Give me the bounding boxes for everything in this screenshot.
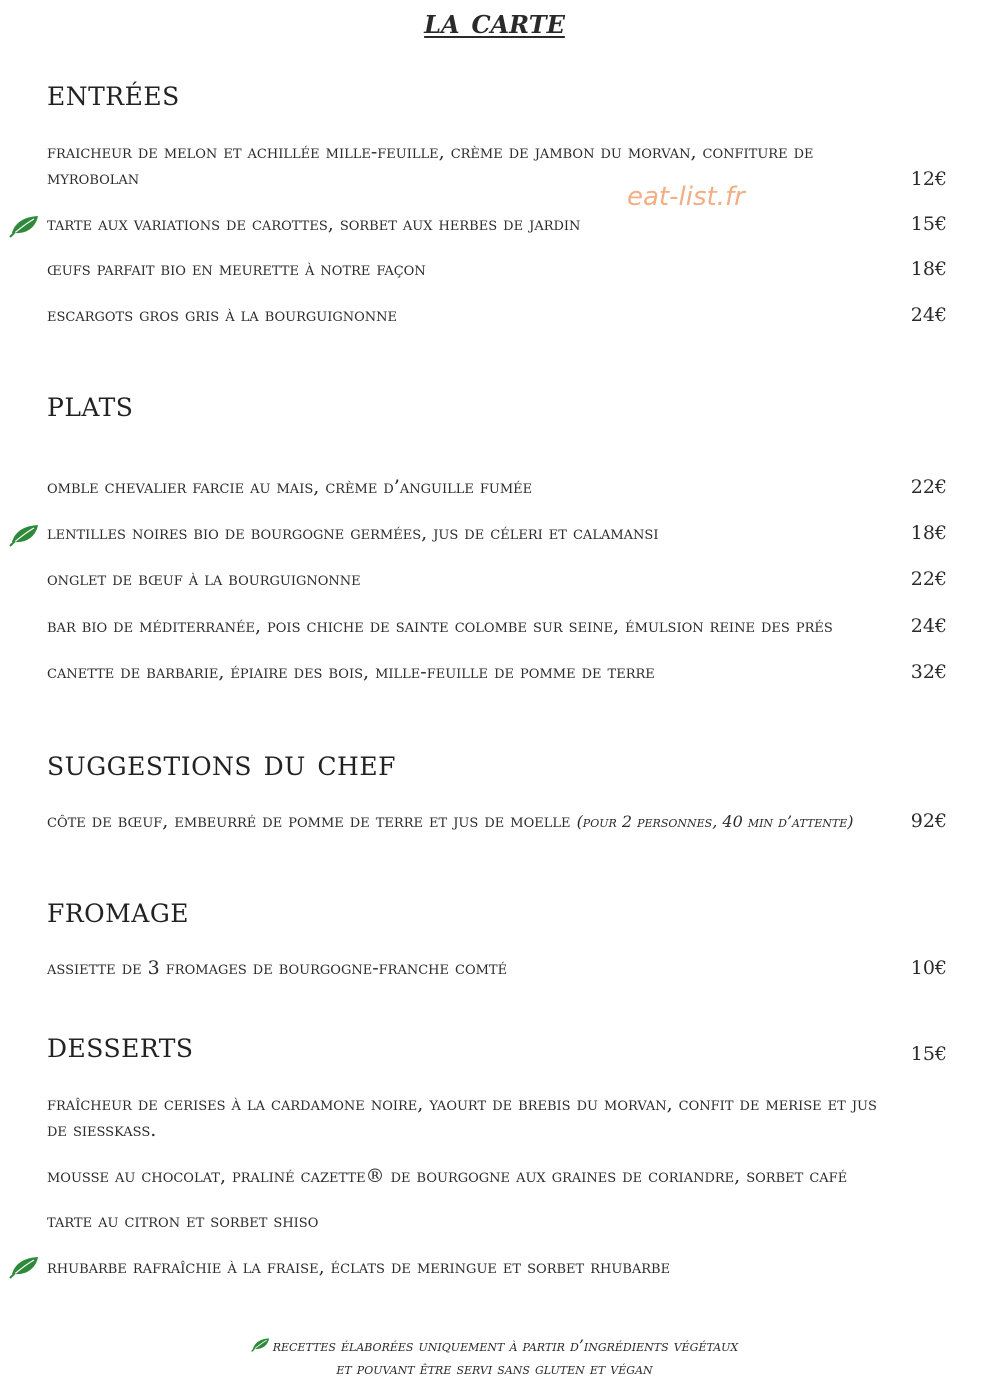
menu-item: mousse au chocolat, praliné cazette® de bourgogne aux graines de coriandre, sorbet café	[47, 1165, 848, 1187]
section-title-suggestions: suggestions du chef	[47, 744, 396, 784]
leaf-icon	[9, 520, 41, 548]
item-price: 32€	[910, 661, 947, 683]
menu-item: fraicheur de melon et achillée mille-feuille, crème de jambon du morvan, confiture de myrobolan	[47, 141, 814, 189]
menu-item: tarte au citron et sorbet shiso	[47, 1210, 319, 1232]
section-price: 15€	[910, 1043, 947, 1065]
section-title-fromage: fromage	[47, 891, 190, 931]
item-name-text: côte de bœuf, embeurré de pomme de terre et jus de moelle	[47, 810, 571, 832]
menu-item: rhubarbe rafraîchie à la fraise, éclats de meringue et sorbet rhubarbe	[47, 1256, 671, 1278]
menu-item: onglet de bœuf à la bourguignonne	[47, 568, 361, 590]
item-price: 22€	[910, 568, 947, 590]
menu-item: œufs parfait bio en meurette à notre façon	[47, 258, 426, 280]
footer-note-line-2: et pouvant être servi sans gluten et végan	[336, 1359, 653, 1378]
item-price: 12€	[910, 168, 947, 190]
item-price: 24€	[910, 615, 947, 637]
item-price: 92€	[910, 810, 947, 832]
leaf-icon	[251, 1335, 271, 1353]
page-title: la carte	[424, 2, 565, 42]
menu-item: omble chevalier farcie au mais, crème d’anguille fumée	[47, 476, 533, 498]
item-price: 24€	[910, 304, 947, 326]
item-price: 15€	[910, 213, 947, 235]
item-price: 18€	[910, 258, 947, 280]
section-title-desserts: desserts	[47, 1026, 194, 1066]
item-note: (pour 2 personnes, 40 min d’attente)	[576, 812, 854, 831]
leaf-icon	[9, 211, 41, 239]
menu-item: lentilles noires bio de bourgogne germées, jus de céleri et calamansi	[47, 522, 659, 544]
menu-item: assiette de 3 fromages de bourgogne-franche comté	[47, 957, 508, 979]
section-title-entrees: entrées	[47, 74, 180, 114]
menu-item: fraîcheur de cerises à la cardamone noire, yaourt de brebis du morvan, confit de merise et jus de siesskass.	[47, 1093, 877, 1141]
menu-item: tarte aux variations de carottes, sorbet aux herbes de jardin	[47, 213, 581, 235]
menu-item: bar bio de méditerranée, pois chiche de sainte colombe sur seine, émulsion reine des prés	[47, 615, 833, 637]
menu-item: escargots gros gris à la bourguignonne	[47, 304, 398, 326]
item-price: 10€	[910, 957, 947, 979]
footer-note	[0, 1335, 989, 1357]
watermark: eat-list.fr	[627, 182, 745, 212]
section-title-plats: plats	[47, 385, 134, 425]
footer-line-1: recettes élaborées uniquement à partir d’ingrédients végétaux	[272, 1336, 739, 1355]
item-price: 22€	[910, 476, 947, 498]
leaf-icon	[9, 1252, 41, 1280]
item-price: 18€	[910, 522, 947, 544]
menu-item	[47, 808, 897, 835]
menu-item: canette de barbarie, épiaire des bois, mille-feuille de pomme de terre	[47, 661, 655, 683]
